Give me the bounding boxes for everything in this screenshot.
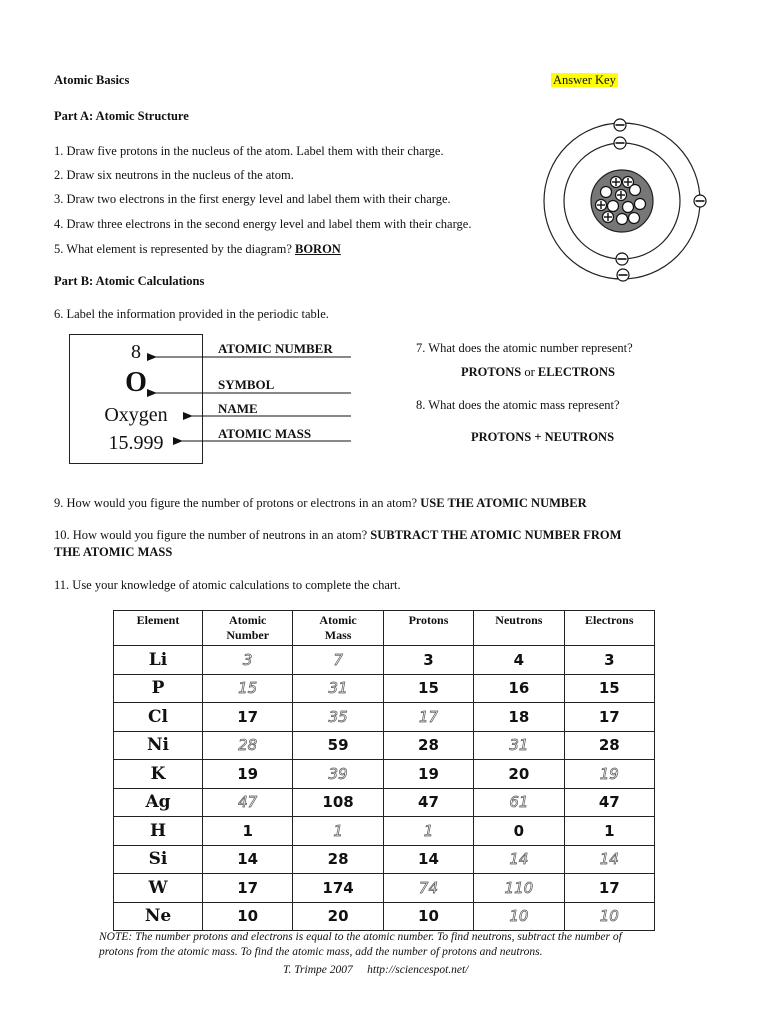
table-cell: 19 <box>203 760 293 789</box>
page-title: Atomic Basics <box>54 73 130 87</box>
element-symbol-cell: Ne <box>114 902 203 931</box>
note-line-2: protons from the atomic mass. To find the atomic mass, add the number of protons and neutrons. <box>99 946 543 958</box>
table-row <box>114 902 655 931</box>
question-1: 1. Draw five protons in the nucleus of the atom. Label them with their charge. <box>54 144 444 158</box>
table-cell: 3 <box>564 646 654 675</box>
table-row <box>114 674 655 703</box>
part-a-heading: Part A: Atomic Structure <box>54 109 189 123</box>
neutron-icon <box>630 185 641 196</box>
table-cell: 19 <box>383 760 473 789</box>
q7-answer-electrons: ELECTRONS <box>537 365 615 379</box>
table-cell: 3 <box>203 646 293 675</box>
element-symbol-cell: Ni <box>114 731 203 760</box>
table-cell: 15 <box>383 674 473 703</box>
neutron-icon <box>608 201 619 212</box>
column-header: Protons <box>383 611 473 646</box>
table-cell: 17 <box>383 703 473 732</box>
electron-icon <box>614 119 626 131</box>
table-cell: 108 <box>293 788 383 817</box>
label-atomic-number: ATOMIC NUMBER <box>218 341 333 356</box>
answer-key-badge <box>551 73 618 88</box>
credit-line <box>283 963 468 978</box>
question-10 <box>54 528 621 543</box>
table-row <box>114 788 655 817</box>
column-header: Electrons <box>564 611 654 646</box>
table-cell: 1 <box>293 817 383 846</box>
question-11: 11. Use your knowledge of atomic calculations to complete the chart. <box>54 578 401 592</box>
table-cell: 74 <box>383 874 473 903</box>
table-cell: 10 <box>203 902 293 931</box>
label-name: NAME <box>218 401 258 416</box>
table-cell: 14 <box>203 845 293 874</box>
electron-icon <box>616 253 628 265</box>
proton-icon <box>611 177 622 188</box>
table-cell: 0 <box>474 817 564 846</box>
chart-header-row <box>114 611 655 646</box>
table-cell: 4 <box>474 646 564 675</box>
table-cell: 47 <box>203 788 293 817</box>
table-cell: 15 <box>564 674 654 703</box>
question-6: 6. Label the information provided in the periodic table. <box>54 307 329 321</box>
table-cell: 17 <box>203 874 293 903</box>
electron-icon <box>694 195 706 207</box>
table-cell: 20 <box>293 902 383 931</box>
tile-atomic-number: 8 <box>131 341 141 363</box>
table-cell: 1 <box>564 817 654 846</box>
neutron-icon <box>601 187 612 198</box>
question-9-answer: USE THE ATOMIC NUMBER <box>420 496 587 510</box>
table-cell: 10 <box>564 902 654 931</box>
table-cell: 1 <box>383 817 473 846</box>
table-cell: 3 <box>383 646 473 675</box>
table-row <box>114 817 655 846</box>
tile-symbol: O <box>125 367 147 398</box>
table-row <box>114 731 655 760</box>
neutron-icon <box>617 214 628 225</box>
neutron-icon <box>629 213 640 224</box>
chart-body <box>114 646 655 931</box>
question-9-text: 9. How would you figure the number of protons or electrons in an atom? <box>54 496 418 510</box>
element-symbol-cell: H <box>114 817 203 846</box>
question-10-answer-1: SUBTRACT THE ATOMIC NUMBER FROM <box>370 528 622 542</box>
question-7: 7. What does the atomic number represent? <box>416 341 633 355</box>
neutron-icon <box>635 199 646 210</box>
table-cell: 47 <box>383 788 473 817</box>
element-symbol-cell: K <box>114 760 203 789</box>
question-3: 3. Draw two electrons in the first energy level and label them with their charge. <box>54 192 451 206</box>
column-header: Element <box>114 611 203 646</box>
question-10-text: 10. How would you figure the number of neutrons in an atom? <box>54 528 368 542</box>
table-cell: 17 <box>564 703 654 732</box>
credit-author: T. Trimpe 2007 <box>283 964 353 976</box>
table-cell: 28 <box>564 731 654 760</box>
table-cell: 19 <box>564 760 654 789</box>
table-cell: 17 <box>564 874 654 903</box>
table-cell: 15 <box>203 674 293 703</box>
question-5 <box>54 242 341 257</box>
table-cell: 7 <box>293 646 383 675</box>
table-cell: 18 <box>474 703 564 732</box>
table-row <box>114 845 655 874</box>
proton-icon <box>603 212 614 223</box>
table-cell: 35 <box>293 703 383 732</box>
table-cell: 14 <box>474 845 564 874</box>
element-symbol-cell: Cl <box>114 703 203 732</box>
proton-icon <box>596 200 607 211</box>
table-cell: 47 <box>564 788 654 817</box>
element-symbol-cell: W <box>114 874 203 903</box>
question-5-text: 5. What element is represented by the diagram? <box>54 242 292 256</box>
tile-name: Oxygen <box>104 404 168 426</box>
element-symbol-cell: Li <box>114 646 203 675</box>
table-cell: 174 <box>293 874 383 903</box>
table-cell: 20 <box>474 760 564 789</box>
question-10-answer-2: THE ATOMIC MASS <box>54 545 173 559</box>
atomic-chart <box>113 610 655 931</box>
table-cell: 10 <box>474 902 564 931</box>
credit-url: http://sciencespot.net/ <box>367 964 469 976</box>
part-b-heading: Part B: Atomic Calculations <box>54 274 205 288</box>
table-cell: 28 <box>383 731 473 760</box>
table-cell: 39 <box>293 760 383 789</box>
tile-atomic-mass: 15.999 <box>108 432 164 454</box>
question-2: 2. Draw six neutrons in the nucleus of the atom. <box>54 168 294 182</box>
question-9 <box>54 496 587 511</box>
question-8: 8. What does the atomic mass represent? <box>416 398 620 412</box>
atom-diagram <box>540 116 710 286</box>
column-header: Atomic Mass <box>293 611 383 646</box>
table-cell: 17 <box>203 703 293 732</box>
table-row <box>114 646 655 675</box>
note-line-1: NOTE: The number protons and electrons is equal to the atomic number. To find neutrons, subtract the number of <box>99 931 622 943</box>
electron-icon <box>617 269 629 281</box>
table-cell: 28 <box>203 731 293 760</box>
electron-icon <box>614 137 626 149</box>
table-cell: 28 <box>293 845 383 874</box>
table-cell: 14 <box>564 845 654 874</box>
table-row <box>114 703 655 732</box>
table-cell: 10 <box>383 902 473 931</box>
table-row <box>114 874 655 903</box>
proton-icon <box>616 190 627 201</box>
column-header: Neutrons <box>474 611 564 646</box>
table-cell: 59 <box>293 731 383 760</box>
label-arrows <box>140 340 360 460</box>
q7-answer-protons: PROTONS <box>461 365 522 379</box>
q7-answer-or: or <box>524 365 535 379</box>
label-symbol: SYMBOL <box>218 377 275 392</box>
question-4: 4. Draw three electrons in the second energy level and label them with their charge. <box>54 217 472 231</box>
column-header: Atomic Number <box>203 611 293 646</box>
table-cell: 16 <box>474 674 564 703</box>
question-5-answer: BORON <box>295 242 341 256</box>
element-symbol-cell: Si <box>114 845 203 874</box>
table-cell: 31 <box>474 731 564 760</box>
element-symbol-cell: P <box>114 674 203 703</box>
neutron-icon <box>623 202 634 213</box>
table-cell: 61 <box>474 788 564 817</box>
label-atomic-mass: ATOMIC MASS <box>218 426 312 441</box>
answer-key-label: Answer Key <box>553 73 616 87</box>
question-7-answer <box>461 365 615 380</box>
table-cell: 110 <box>474 874 564 903</box>
element-symbol-cell: Ag <box>114 788 203 817</box>
table-cell: 1 <box>203 817 293 846</box>
table-cell: 14 <box>383 845 473 874</box>
table-row <box>114 760 655 789</box>
question-8-answer: PROTONS + NEUTRONS <box>471 430 615 444</box>
table-cell: 31 <box>293 674 383 703</box>
